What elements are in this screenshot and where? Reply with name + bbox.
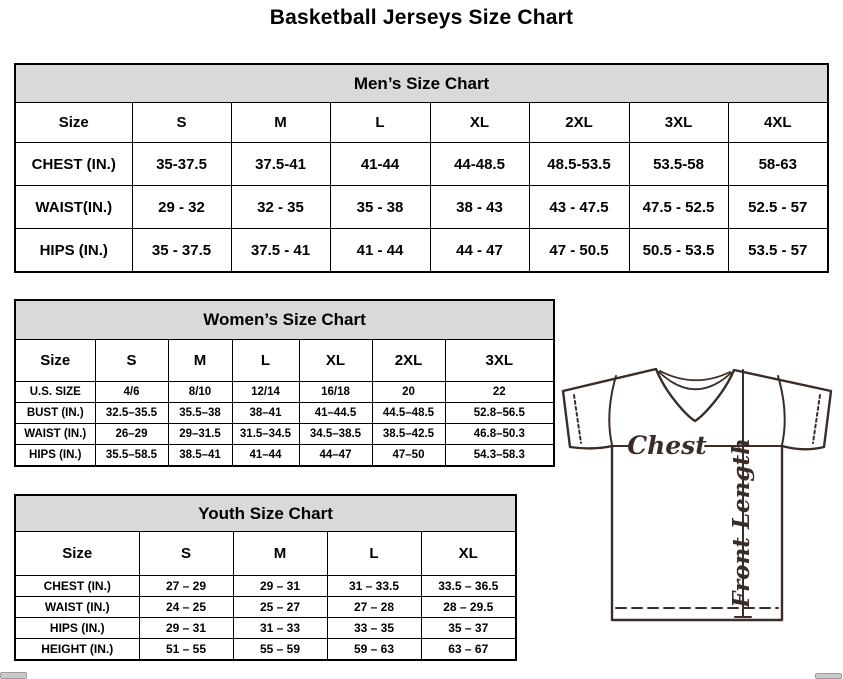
womens-cell: 35.5–38 (168, 403, 232, 424)
youth-row-label: HIPS (IN.) (15, 618, 139, 639)
youth-row-label: WAIST (IN.) (15, 597, 139, 618)
womens-cell: 44.5–48.5 (372, 403, 445, 424)
youth-chart-title-row (15, 495, 516, 532)
womens-hips-row (15, 445, 554, 467)
mens-col-header: Size (15, 103, 132, 143)
mens-cell: 52.5 - 57 (728, 186, 828, 229)
womens-cell: 41–44 (232, 445, 299, 467)
mens-col-header: 4XL (728, 103, 828, 143)
mens-size-chart (14, 63, 829, 273)
mens-col-header: L (330, 103, 430, 143)
youth-cell: 59 – 63 (327, 639, 421, 661)
womens-cell: 16/18 (299, 382, 372, 403)
youth-chest-row (15, 576, 516, 597)
jersey-armhole-seam (609, 376, 616, 445)
mens-row-label: WAIST(IN.) (15, 186, 132, 229)
womens-cell: 31.5–34.5 (232, 424, 299, 445)
womens-row-label: U.S. SIZE (15, 382, 95, 403)
youth-cell: 31 – 33.5 (327, 576, 421, 597)
womens-chart-title: Women’s Size Chart (15, 300, 554, 340)
mens-cell: 48.5-53.5 (529, 143, 629, 186)
youth-cell: 63 – 67 (421, 639, 516, 661)
womens-row-label: WAIST (IN.) (15, 424, 95, 445)
mens-col-header: S (132, 103, 231, 143)
youth-header-row (15, 532, 516, 576)
womens-cell: 38–41 (232, 403, 299, 424)
mens-cell: 41 - 44 (330, 229, 430, 273)
mens-cell: 32 - 35 (231, 186, 330, 229)
mens-header-row (15, 103, 828, 143)
mens-cell: 44 - 47 (430, 229, 529, 273)
youth-cell: 24 – 25 (139, 597, 233, 618)
womens-cell: 20 (372, 382, 445, 403)
mens-col-header: XL (430, 103, 529, 143)
womens-cell: 29–31.5 (168, 424, 232, 445)
youth-cell: 33.5 – 36.5 (421, 576, 516, 597)
womens-waist-row (15, 424, 554, 445)
jersey-measurement-diagram (553, 358, 843, 670)
womens-header-row (15, 340, 554, 382)
womens-cell: 46.8–50.3 (445, 424, 554, 445)
womens-cell: 54.3–58.3 (445, 445, 554, 467)
jersey-outline (563, 369, 831, 620)
youth-col-header: L (327, 532, 421, 576)
womens-row-label: BUST (IN.) (15, 403, 95, 424)
womens-col-header: XL (299, 340, 372, 382)
mens-cell: 44-48.5 (430, 143, 529, 186)
mens-col-header: M (231, 103, 330, 143)
youth-col-header: XL (421, 532, 516, 576)
youth-size-table (14, 494, 517, 661)
womens-cell: 44–47 (299, 445, 372, 467)
mens-cell: 58-63 (728, 143, 828, 186)
womens-col-header: L (232, 340, 299, 382)
mens-row-label: HIPS (IN.) (15, 229, 132, 273)
youth-col-header: S (139, 532, 233, 576)
womens-row-label: HIPS (IN.) (15, 445, 95, 467)
womens-cell: 26–29 (95, 424, 168, 445)
youth-cell: 33 – 35 (327, 618, 421, 639)
youth-cell: 25 – 27 (233, 597, 327, 618)
womens-chart-title-row (15, 300, 554, 340)
womens-cell: 38.5–41 (168, 445, 232, 467)
mens-cell: 37.5 - 41 (231, 229, 330, 273)
chest-label: Chest (627, 431, 707, 460)
womens-cell: 32.5–35.5 (95, 403, 168, 424)
mens-cell: 38 - 43 (430, 186, 529, 229)
front-length-label: Front Length (728, 438, 755, 608)
youth-cell: 27 – 29 (139, 576, 233, 597)
youth-waist-row (15, 597, 516, 618)
mens-cell: 35 - 38 (330, 186, 430, 229)
youth-col-header: M (233, 532, 327, 576)
mens-cell: 47 - 50.5 (529, 229, 629, 273)
mens-cell: 41-44 (330, 143, 430, 186)
mens-cell: 47.5 - 52.5 (629, 186, 728, 229)
mens-size-table (14, 63, 829, 273)
youth-row-label: HEIGHT (IN.) (15, 639, 139, 661)
womens-col-header: M (168, 340, 232, 382)
youth-cell: 51 – 55 (139, 639, 233, 661)
mens-col-header: 3XL (629, 103, 728, 143)
mens-cell: 53.5-58 (629, 143, 728, 186)
youth-cell: 31 – 33 (233, 618, 327, 639)
scrollbar-fragment-left[interactable] (0, 672, 27, 679)
scrollbar-fragment-right[interactable] (815, 673, 842, 679)
womens-col-header: Size (15, 340, 95, 382)
womens-cell: 52.8–56.5 (445, 403, 554, 424)
youth-chart-title: Youth Size Chart (15, 495, 516, 532)
youth-cell: 27 – 28 (327, 597, 421, 618)
jersey-cuff-dash (574, 395, 581, 443)
jersey-cuff-dash (813, 395, 820, 443)
mens-chest-row (15, 143, 828, 186)
womens-col-header: S (95, 340, 168, 382)
mens-chart-title: Men’s Size Chart (15, 64, 828, 103)
youth-cell: 35 – 37 (421, 618, 516, 639)
womens-cell: 41–44.5 (299, 403, 372, 424)
youth-size-chart (14, 494, 517, 661)
mens-cell: 50.5 - 53.5 (629, 229, 728, 273)
youth-col-header: Size (15, 532, 139, 576)
womens-col-header: 3XL (445, 340, 554, 382)
mens-waist-row (15, 186, 828, 229)
youth-cell: 55 – 59 (233, 639, 327, 661)
womens-col-header: 2XL (372, 340, 445, 382)
womens-cell: 38.5–42.5 (372, 424, 445, 445)
youth-cell: 29 – 31 (233, 576, 327, 597)
womens-size-table (14, 299, 555, 467)
womens-bust-row (15, 403, 554, 424)
mens-row-label: CHEST (IN.) (15, 143, 132, 186)
womens-cell: 47–50 (372, 445, 445, 467)
womens-cell: 34.5–38.5 (299, 424, 372, 445)
mens-cell: 53.5 - 57 (728, 229, 828, 273)
mens-col-header: 2XL (529, 103, 629, 143)
youth-cell: 29 – 31 (139, 618, 233, 639)
womens-cell: 12/14 (232, 382, 299, 403)
mens-cell: 43 - 47.5 (529, 186, 629, 229)
jersey-armhole-seam (778, 376, 785, 445)
mens-hips-row (15, 229, 828, 273)
womens-cell: 22 (445, 382, 554, 403)
youth-height-row (15, 639, 516, 661)
womens-cell: 8/10 (168, 382, 232, 403)
youth-row-label: CHEST (IN.) (15, 576, 139, 597)
womens-ussize-row (15, 382, 554, 403)
mens-cell: 35-37.5 (132, 143, 231, 186)
womens-cell: 4/6 (95, 382, 168, 403)
youth-cell: 28 – 29.5 (421, 597, 516, 618)
womens-cell: 35.5–58.5 (95, 445, 168, 467)
jersey-collar-arc (660, 371, 730, 380)
womens-size-chart (14, 299, 555, 467)
mens-cell: 37.5-41 (231, 143, 330, 186)
page-title: Basketball Jerseys Size Chart (269, 6, 574, 29)
mens-chart-title-row (15, 64, 828, 103)
mens-cell: 29 - 32 (132, 186, 231, 229)
youth-hips-row (15, 618, 516, 639)
mens-cell: 35 - 37.5 (132, 229, 231, 273)
